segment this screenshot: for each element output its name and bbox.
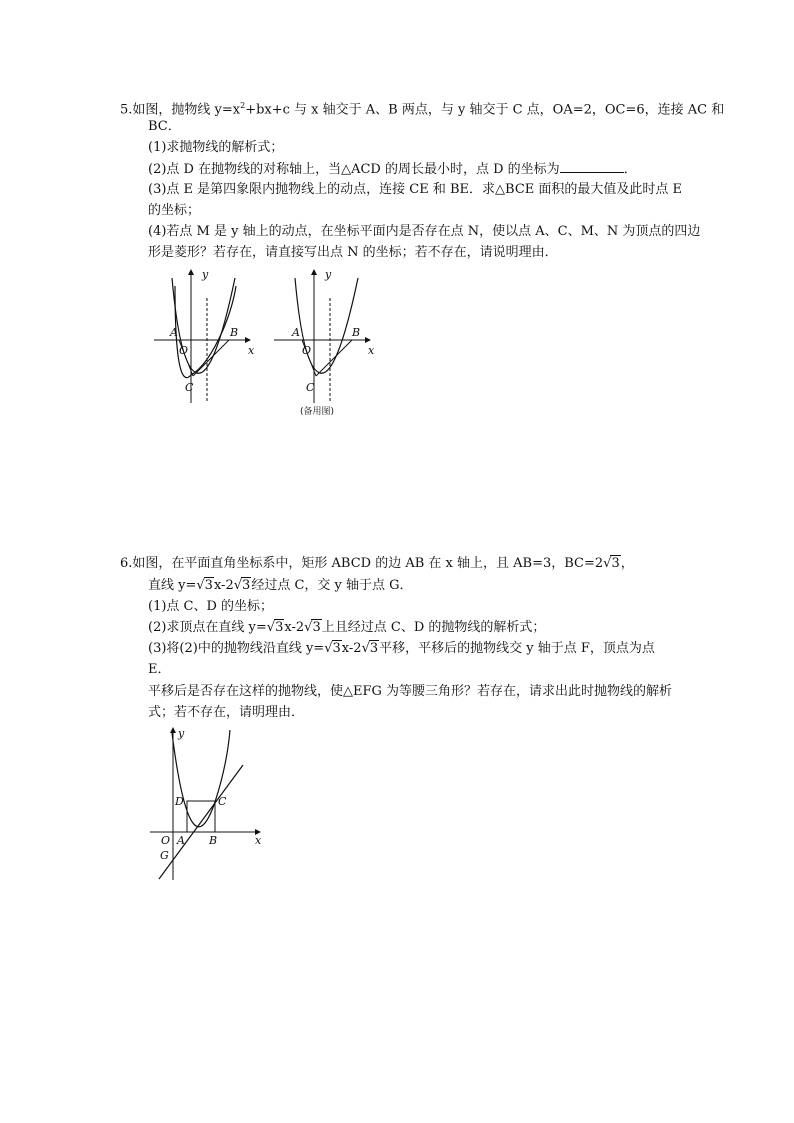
sqrt-3: √3: [233, 578, 251, 593]
p6-question-3-cont: E．: [148, 662, 171, 677]
radicand: 3: [312, 620, 321, 635]
sqrt-3: √3: [324, 641, 341, 656]
p6-question-3-ask: 平移后是否存在这样的抛物线，使△EFG 为等腰三角形？若存在，请求出此时抛物线的解析: [148, 684, 673, 699]
p6-text: 平移，平移后的抛物线交 y 轴于点 F，顶点为点: [379, 641, 655, 656]
p6-text: (2)求顶点在直线 y=: [148, 620, 267, 635]
figure-caption: (备用图): [300, 407, 335, 417]
p6-text: x-2: [284, 620, 305, 635]
radicand: 3: [332, 641, 341, 656]
p5-figure-main: [150, 268, 262, 408]
sqrt-3: √3: [266, 620, 284, 635]
y-label: y: [178, 727, 185, 740]
p6-question-3: [148, 640, 655, 658]
x-label: x: [248, 344, 255, 357]
rectangle-abcd: [187, 801, 215, 832]
p5-question-4: (4)若点 M 是 y 轴上的动点，在坐标平面内是否存在点 N，使以点 A、C、M、N 为顶点的四边: [148, 224, 701, 239]
p5-question-3: (3)点 E 是第四象限内抛物线上的动点，连接 CE 和 BE．求△BCE 面积的最大值及此时点 E: [148, 182, 683, 197]
p5-text: ．: [623, 162, 637, 177]
origin-label: O: [302, 344, 312, 357]
segment-bc: [193, 340, 229, 376]
segment-bc: [316, 340, 352, 376]
x-label: x: [255, 834, 262, 847]
point-a-label: A: [170, 326, 178, 339]
p6-question-2: [148, 619, 545, 637]
p5-question-4-cont: 形是菱形？若存在，请直接写出点 N 的坐标；若不存在，请说明理由．: [148, 245, 558, 260]
p6-text: 上且经过点 C、D 的抛物线的解析式；: [321, 620, 546, 635]
radicand: 3: [611, 556, 620, 571]
p5-text: (2)点 D 在抛物线的对称轴上，当△ACD 的周长最小时，点 D 的坐标为: [148, 162, 560, 177]
point-c-label: C: [185, 381, 194, 394]
y-label: y: [202, 268, 209, 281]
radicand: 3: [204, 578, 213, 593]
origin-label: O: [179, 344, 189, 357]
p5-text: 5.如图，抛物线 y=x: [120, 102, 241, 118]
p6-figure: [145, 725, 270, 883]
p6-text: 经过点 C，交 y 轴于点 G．: [251, 578, 413, 593]
p6-line-2: [148, 577, 413, 595]
sqrt-3: √3: [603, 556, 620, 571]
parabola: [295, 278, 361, 373]
sqrt-3: √3: [304, 620, 321, 635]
p5-question-1: (1)求抛物线的解析式；: [148, 140, 284, 155]
line-cg: [159, 765, 243, 879]
p5-figure-spare: [270, 268, 382, 418]
p6-text: 直线 y=: [148, 578, 197, 593]
y-label: y: [325, 268, 332, 281]
point-b-label: B: [352, 326, 361, 339]
p5-superscript: 2: [240, 101, 246, 110]
p6-question-1: (1)点 C、D 的坐标；: [148, 599, 274, 614]
radicand: 3: [242, 578, 251, 593]
point-b-label: B: [230, 326, 239, 339]
point-d-label: D: [175, 795, 184, 808]
origin-label: O: [161, 834, 171, 847]
p5-question-3-cont: 的坐标；: [148, 203, 201, 218]
point-c-label: C: [306, 381, 315, 394]
p5-text: +bx+c 与 x 轴交于 A、B 两点，与 y 轴交于 C 点，OA=2，OC=6，连接 AC 和: [245, 102, 725, 118]
point-b-label: B: [209, 834, 218, 847]
radicand: 3: [369, 641, 379, 656]
p6-text: x-2: [341, 641, 362, 656]
answer-blank: [560, 160, 624, 173]
point-a-label: A: [177, 834, 185, 847]
point-g-label: G: [160, 849, 169, 862]
p6-question-3-ask-cont: 式；若不存在，请明理由．: [148, 705, 305, 720]
p5-question-2: [148, 160, 637, 179]
p5-line-1: [120, 97, 724, 119]
sqrt-3: √3: [196, 578, 213, 593]
parabola: [172, 730, 230, 827]
p6-text: 6.如图，在平面直角坐标系中，矩形 ABCD 的边 AB 在 x 轴上，且 AB=3，BC=2: [120, 556, 604, 571]
p6-text: ，: [620, 556, 634, 571]
p6-text: x-2: [213, 578, 234, 593]
x-label: x: [368, 344, 375, 357]
parabola-curve: [172, 278, 235, 373]
sqrt-3: √3: [361, 641, 379, 656]
point-a-label: A: [292, 326, 300, 339]
p6-text: (3)将(2)中的抛物线沿直线 y=: [148, 641, 325, 656]
point-c-label: C: [218, 795, 227, 808]
p5-line-2: BC．: [148, 119, 181, 134]
p6-line-1: [120, 555, 634, 573]
radicand: 3: [275, 620, 284, 635]
